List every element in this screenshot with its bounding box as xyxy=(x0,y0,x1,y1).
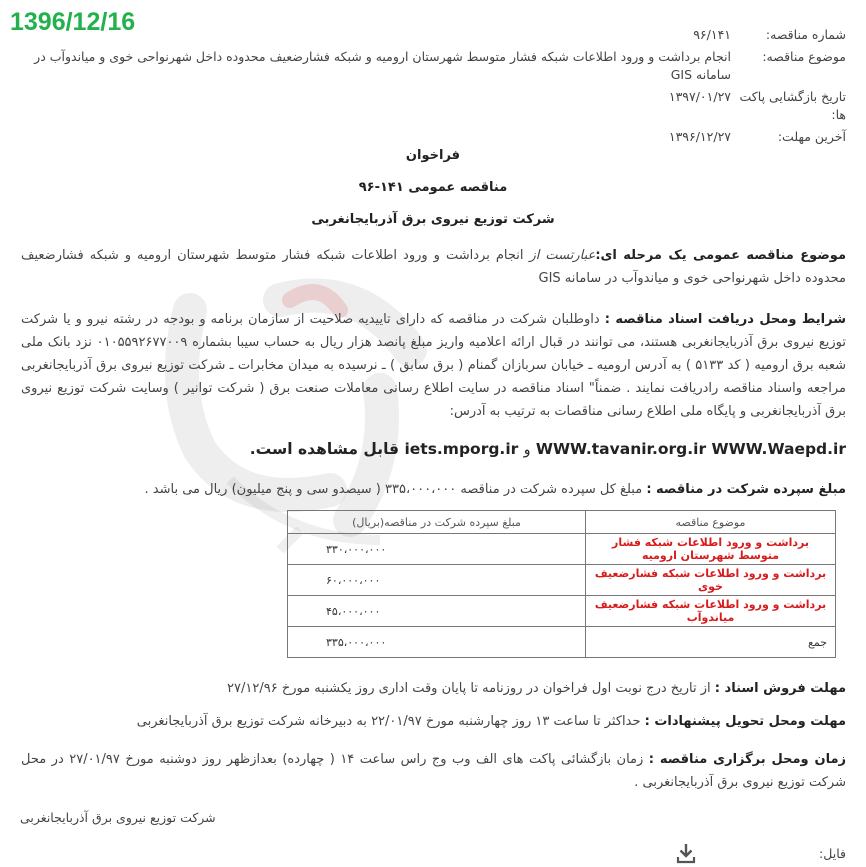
download-icon[interactable] xyxy=(676,842,696,864)
delivery-label: مهلت ومحل تحویل پیشنهادات : xyxy=(644,714,846,729)
row-amount: ۶۰،۰۰۰،۰۰۰ xyxy=(288,565,586,596)
deposit-table xyxy=(287,510,836,658)
file-label: فایل: xyxy=(819,846,846,861)
tender-number-label: شماره مناقصه: xyxy=(765,27,846,42)
opening-label: زمان ومحل برگزاری مناقصه : xyxy=(648,752,846,767)
conditions-paragraph xyxy=(21,308,846,423)
row-subject: برداشت و ورود اطلاعات شبکه فشارضعیف میاندوآب xyxy=(586,596,836,627)
total-amount: ۳۳۵،۰۰۰،۰۰۰ xyxy=(288,627,586,658)
sale-text: از تاریخ درج نوبت اول فراخوان در روزنامه تا پایان وقت اداری روز یکشنبه مورخ ۲۷/۱۲/۹۶ xyxy=(227,681,715,696)
sale-label: مهلت فروش اسناد : xyxy=(714,681,846,696)
deposit-paragraph xyxy=(21,478,846,501)
subject-em: عبارتست از xyxy=(529,248,596,263)
opening-date-label: تاریخ بازگشایی پاکت ها: xyxy=(739,89,846,122)
conditions-label: شرایط ومحل دریافت اسناد مناقصه : xyxy=(604,312,846,327)
deposit-label: مبلغ سپرده شرکت در مناقصه : xyxy=(646,482,846,497)
subject-value: انجام برداشت و ورود اطلاعات شبکه فشار متوسط شهرستان ارومیه و شبکه فشارضعیف محدوده داخل شهرنواحی خوی و میاندوآب در سامانه GIS xyxy=(34,49,731,82)
links-conjunction: و xyxy=(523,442,531,458)
col-amount-header: مبلغ سپرده شرکت در مناقصه(بریال) xyxy=(288,511,586,534)
link-waepd[interactable]: WWW.Waepd.ir xyxy=(711,440,846,458)
subject-label: موضوع مناقصه: xyxy=(762,49,846,64)
row-amount: ۳۳۰،۰۰۰،۰۰۰ xyxy=(288,534,586,565)
opening-date-value: ۱۳۹۷/۰۱/۲۷ xyxy=(668,89,731,104)
deadline-value: ۱۳۹۶/۱۲/۲۷ xyxy=(668,129,731,144)
tender-number-value: ۹۶/۱۴۱ xyxy=(693,27,731,42)
delivery-paragraph xyxy=(21,710,846,733)
row-amount: ۴۵،۰۰۰،۰۰۰ xyxy=(288,596,586,627)
date-stamp: 1396/12/16 xyxy=(10,8,136,36)
table-row xyxy=(288,565,836,596)
link-tavanir[interactable]: WWW.tavanir.org.ir xyxy=(535,440,707,458)
notice-title: فراخوان xyxy=(405,148,461,163)
subject-paragraph xyxy=(21,244,846,290)
company-heading: شرکت توزیع نیروی برق آذربایجانغربی xyxy=(311,212,555,227)
delivery-text: حداکثر تا ساعت ۱۳ روز چهارشنبه مورخ ۲۲/۰۱/۹۷ به دبیرخانه شرکت توزیع برق آذربایجانغربی xyxy=(136,714,645,729)
table-row xyxy=(288,596,836,627)
col-subject-header: موضوع مناقصه xyxy=(586,511,836,534)
table-header-row xyxy=(288,511,836,534)
signature: شرکت توزیع نیروی برق آذربایجانغربی xyxy=(20,810,216,825)
opening-paragraph xyxy=(21,748,846,794)
total-label: جمع xyxy=(586,627,836,658)
table-row xyxy=(288,534,836,565)
website-links xyxy=(21,440,846,458)
row-subject: برداشت و ورود اطلاعات شبکه فشارضعیف خوی xyxy=(586,565,836,596)
links-tail: قابل مشاهده است. xyxy=(249,440,400,458)
opening-text: زمان بازگشائی پاکت های الف وب وج راس ساعت ۱۴ ( چهارده) بعدازظهر روز دوشنبه مورخ ۲۷/۰۱/۹۷ در محل شرکت توزیع نیروی برق آذربایجانغربی . xyxy=(21,752,846,790)
row-subject: برداشت و ورود اطلاعات شبکه فشار متوسط شهرستان ارومیه xyxy=(586,534,836,565)
table-total-row xyxy=(288,627,836,658)
subject-section-label: موضوع مناقصه عمومی یک مرحله ای: xyxy=(595,248,846,263)
link-iets[interactable]: iets.mporg.ir xyxy=(404,440,519,458)
deadline-label: آخرین مهلت: xyxy=(777,129,846,144)
conditions-text: داوطلبان شرکت در مناقصه که دارای تاییدیه صلاحیت از سازمان برنامه و بودجه در رشته نیرو و یا شرکت توزیع نیروی برق آذربایجانغربی هستند، می توانند در قبال ارائه اعلامیه واریز مبلغ پانصد هزار ریال به حساب سیبا بشماره ۰۱۰۵۵۹۲۶۷۷۰۰۹ نزد بانک ملی شعبه برق ارومیه ( کد ۵۱۳۳ ) به آدرس ارومیه ـ خیابان سربازان گمنام ( برق سابق ) ـ نرسیده به میدان مخابرات ـ شرکت توزیع نیروی برق آذربایجانغربی مراجعه واسناد مناقصه رادریافت نمایند . ضمناً" اسناد مناقصه در سایت اطلاع رسانی معاملات صنعت برق ( شرکت توانیر ) وسایت شرکت توزیع نیروی برق آذربایجانغربی و پایگاه ملی اطلاع رسانی مناقصات به ترتیب به آدرس: xyxy=(21,312,846,419)
sale-paragraph xyxy=(21,677,846,700)
tender-meta xyxy=(26,26,846,150)
subject-section-text: انجام برداشت و ورود اطلاعات شبکه فشار متوسط شهرستان ارومیه و شبکه فشارضعیف محدوده داخل شهرنواحی خوی و میاندوآب در سامانه GIS xyxy=(21,248,846,286)
tender-heading: مناقصه عمومی ۱۴۱-۹۶ xyxy=(358,180,508,195)
deposit-text: مبلغ کل سپرده شرکت در مناقصه ۳۳۵،۰۰۰،۰۰۰ ( سیصدو سی و پنج میلیون) ریال می باشد . xyxy=(144,482,647,497)
